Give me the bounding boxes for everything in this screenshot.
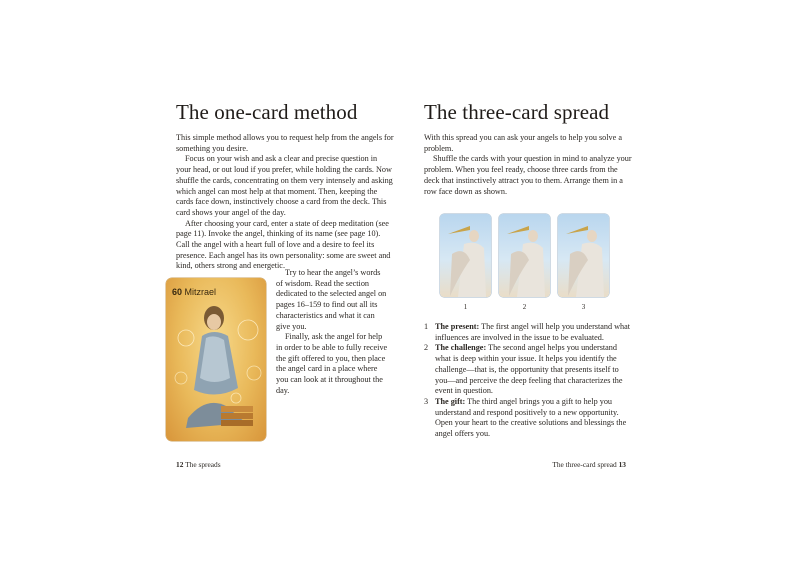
list-item bbox=[424, 397, 632, 440]
trumpet-angel-image bbox=[499, 214, 550, 297]
spread-card bbox=[558, 214, 609, 297]
intro-text bbox=[424, 133, 634, 197]
wrap-text bbox=[276, 268, 388, 396]
page-number: 13 bbox=[618, 460, 626, 469]
paragraph: Shuffle the cards with your question in mind to analyze your problem. When you feel ready, choose three cards from the deck that instinctively attract you to them. Arrange them in a row face down as shown. bbox=[424, 154, 632, 196]
paragraph: Finally, ask the angel for help in order to be able to fully receive the gift offered to you, then place the angel card in a place where you can look at it throughout the day. bbox=[276, 332, 388, 395]
list-number: 1 bbox=[424, 322, 429, 331]
angel-card-illustration bbox=[166, 278, 266, 441]
list-item bbox=[424, 343, 632, 397]
paragraph: This simple method allows you to request help from the angels for something you desire. bbox=[176, 133, 394, 153]
page-footer bbox=[176, 460, 221, 469]
spread-card-number: 3 bbox=[581, 303, 586, 311]
trumpet-angel-image bbox=[558, 214, 609, 297]
list-number: 2 bbox=[424, 343, 429, 353]
list-heading: The challenge: bbox=[435, 343, 487, 353]
page-number: 12 bbox=[176, 460, 184, 469]
paragraph: Focus on your wish and ask a clear and precise question in your head, or out loud if you prefer, while holding the cards. Now shuffle the cards, concentrating on them very intensely and asking which angel can most help at that moment. Then, keeping the cards face down, instinctively choose a card from the deck. This card shows your angel of the day. bbox=[176, 154, 393, 217]
running-head: The spreads bbox=[185, 460, 221, 469]
paragraph: Try to hear the angel’s words of wisdom. Read the section dedicated to the selected angel on pages 16–159 to find out all its characteristics and what it can give you. bbox=[276, 268, 387, 331]
three-card-spread bbox=[440, 214, 610, 314]
card-number: 60 bbox=[172, 287, 183, 297]
meaning-list bbox=[424, 322, 632, 440]
list-text: The second angel helps you understand what is deep within your issue. It helps you identify the challenge—that is, the opportunity that presents itself to you—and perceive the deep feeling that characterizes the event in question. bbox=[435, 343, 623, 396]
list-number: 3 bbox=[424, 396, 429, 406]
card-label bbox=[172, 287, 216, 297]
list-item bbox=[424, 322, 632, 343]
intro-text bbox=[176, 133, 394, 272]
paragraph: With this spread you can ask your angels to help you solve a problem. bbox=[424, 133, 622, 153]
card-name: Mitzrael bbox=[184, 287, 217, 297]
list-text: The third angel brings you a gift to help you understand and respond positively to a new opportunity. Open your heart to the creative solutions and blessings the angel offers you. bbox=[435, 396, 627, 439]
list-heading: The present: bbox=[435, 322, 480, 331]
page-title: The three-card spread bbox=[424, 100, 610, 124]
spread-card-number: 1 bbox=[463, 303, 468, 311]
page-footer bbox=[552, 460, 626, 469]
spread-card-number: 2 bbox=[522, 303, 527, 311]
page-title: The one-card method bbox=[176, 100, 358, 124]
trumpet-angel-image bbox=[440, 214, 491, 297]
running-head: The three-card spread bbox=[552, 460, 617, 469]
right-page bbox=[400, 0, 800, 570]
paragraph: After choosing your card, enter a state of deep meditation (see page 11). Invoke the angel, thinking of its name (see page 10). Call the angel with a heart full of love and a desire to feel its presence. Each angel has its own personality: some are sweet and kind, others strong and energetic. bbox=[176, 218, 391, 271]
list-heading: The gift: bbox=[435, 396, 466, 406]
list-text: The first angel will help you understand what influences are involved in the issue to be evaluated. bbox=[435, 322, 631, 342]
spread-card bbox=[440, 214, 491, 297]
angel-figure-image bbox=[166, 278, 266, 441]
spread-card bbox=[499, 214, 550, 297]
